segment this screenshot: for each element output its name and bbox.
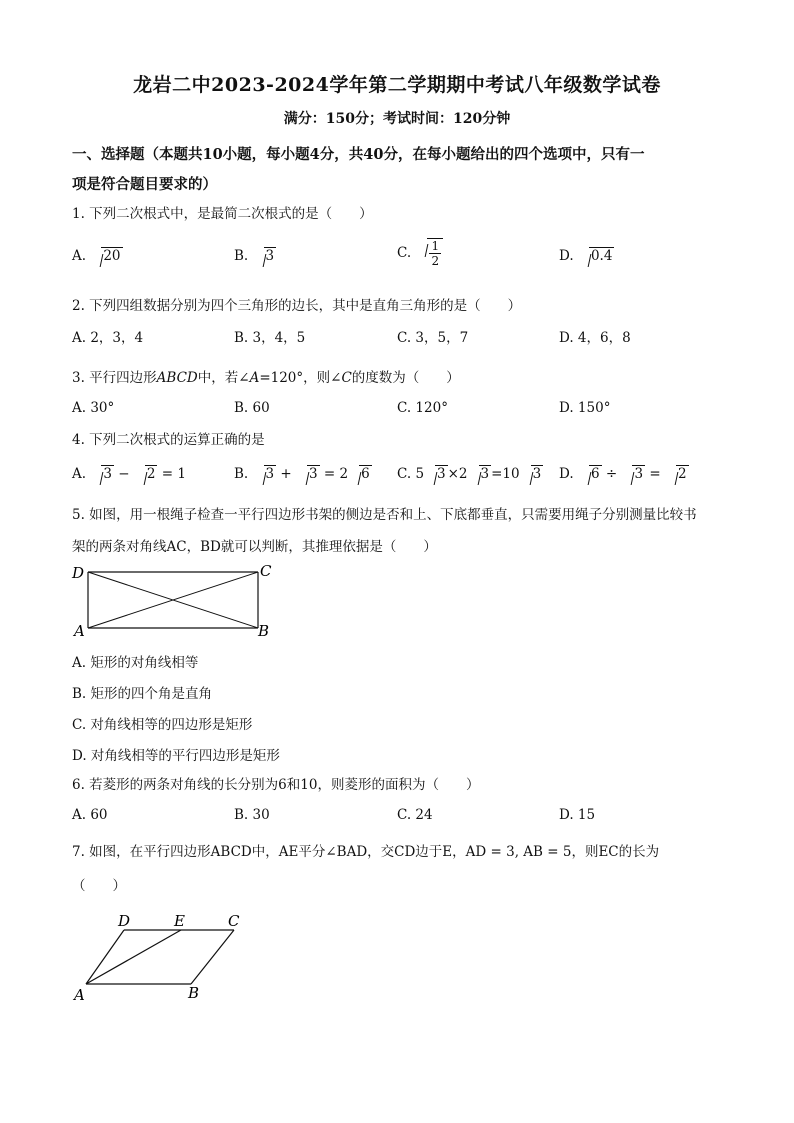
option-2a: A. 2，3，4 xyxy=(72,330,144,346)
option-4c: C. 5 3 ×2 3 =10 3 xyxy=(397,466,542,482)
option-4d: D. 6 ÷ 3 = 2 xyxy=(559,466,687,482)
question-4-options xyxy=(72,466,732,490)
option-1d: D. 0.4 xyxy=(559,248,613,264)
exam-info: 满分：150分；考试时间：120分钟 xyxy=(283,111,511,127)
option-4b: B. 3 + 3 = 2 6 xyxy=(234,466,370,482)
label-d: D xyxy=(118,912,131,930)
label-d: D xyxy=(72,564,85,582)
section-heading xyxy=(72,140,728,200)
option-2d: D. 4，6，8 xyxy=(559,330,631,346)
question-3-stem: 3. 平行四边形ABCD中，若∠A=120°，则∠C的度数为（ ） xyxy=(72,370,460,386)
option-6a: A. 60 xyxy=(72,807,108,823)
label-b: B xyxy=(258,622,270,640)
label-b: B xyxy=(188,984,200,1002)
section-heading-line1: 一、选择题（本题共10小题，每小题4分，共40分，在每小题给出的四个选项中，只有一 xyxy=(72,146,645,163)
option-5d: D. 对角线相等的平行四边形是矩形 xyxy=(72,748,280,764)
segment-ae xyxy=(86,930,181,984)
label-e: E xyxy=(174,912,185,930)
rectangle-figure xyxy=(68,558,288,644)
option-2b: B. 3，4，5 xyxy=(234,330,306,346)
question-2-options xyxy=(72,326,732,350)
question-4-stem: 4. 下列二次根式的运算正确的是 xyxy=(72,432,265,448)
option-1b: B. 3 xyxy=(234,248,275,264)
option-3a: A. 30° xyxy=(72,400,115,416)
option-1a: A. 20 xyxy=(72,248,121,264)
question-7-stem xyxy=(72,842,732,896)
question-6-stem: 6. 若菱形的两条对角线的长分别为6和10，则菱形的面积为（ ） xyxy=(72,777,480,793)
option-3c: C. 120° xyxy=(397,400,448,416)
label-a: A xyxy=(74,986,85,1004)
question-3-options xyxy=(72,400,732,424)
question-2-stem: 2. 下列四组数据分别为四个三角形的边长，其中是直角三角形的是（ ） xyxy=(72,298,522,314)
question-7-line2: （ ） xyxy=(72,878,126,894)
page-title: 龙岩二中2023-2024学年第二学期期中考试八年级数学试卷 xyxy=(133,74,661,96)
option-5b: B. 矩形的四个角是直角 xyxy=(72,686,213,702)
question-6-options xyxy=(72,807,732,831)
question-5-stem xyxy=(72,505,732,557)
option-2c: C. 3，5，7 xyxy=(397,330,469,346)
question-5-line1: 5. 如图，用一根绳子检查一平行四边形书架的侧边是否和上、下底都垂直，只需要用绳子分别测量比较书 xyxy=(72,507,697,523)
question-1-options xyxy=(72,239,732,272)
option-5a: A. 矩形的对角线相等 xyxy=(72,655,199,671)
option-1c: C. $\frac{1}{2}$ xyxy=(397,238,443,268)
label-a: A xyxy=(74,622,85,640)
option-5c: C. 对角线相等的四边形是矩形 xyxy=(72,717,253,733)
option-3d: D. 150° xyxy=(559,400,611,416)
question-5-line2: 架的两条对角线AC，BD就可以判断，其推理依据是（ ） xyxy=(72,539,437,555)
option-6b: B. 30 xyxy=(234,807,270,823)
option-6c: C. 24 xyxy=(397,807,433,823)
section-heading-line2: 项是符合题目要求的） xyxy=(72,176,217,193)
edge-ad xyxy=(86,930,124,984)
question-1-stem: 1. 下列二次根式中，是最简二次根式的是（ ） xyxy=(72,206,373,222)
option-4a: A. 3 − 2 = 1 xyxy=(72,466,186,482)
option-3b: B. 60 xyxy=(234,400,270,416)
label-c: C xyxy=(260,562,272,580)
edge-bc xyxy=(191,930,234,984)
question-7-line1: 7. 如图，在平行四边形ABCD中，AE平分∠BAD，交CD边于E，AD = 3, AB = 5，则EC的长为 xyxy=(72,844,660,860)
option-6d: D. 15 xyxy=(559,807,596,823)
parallelogram-figure xyxy=(66,906,256,1006)
label-c: C xyxy=(228,912,240,930)
